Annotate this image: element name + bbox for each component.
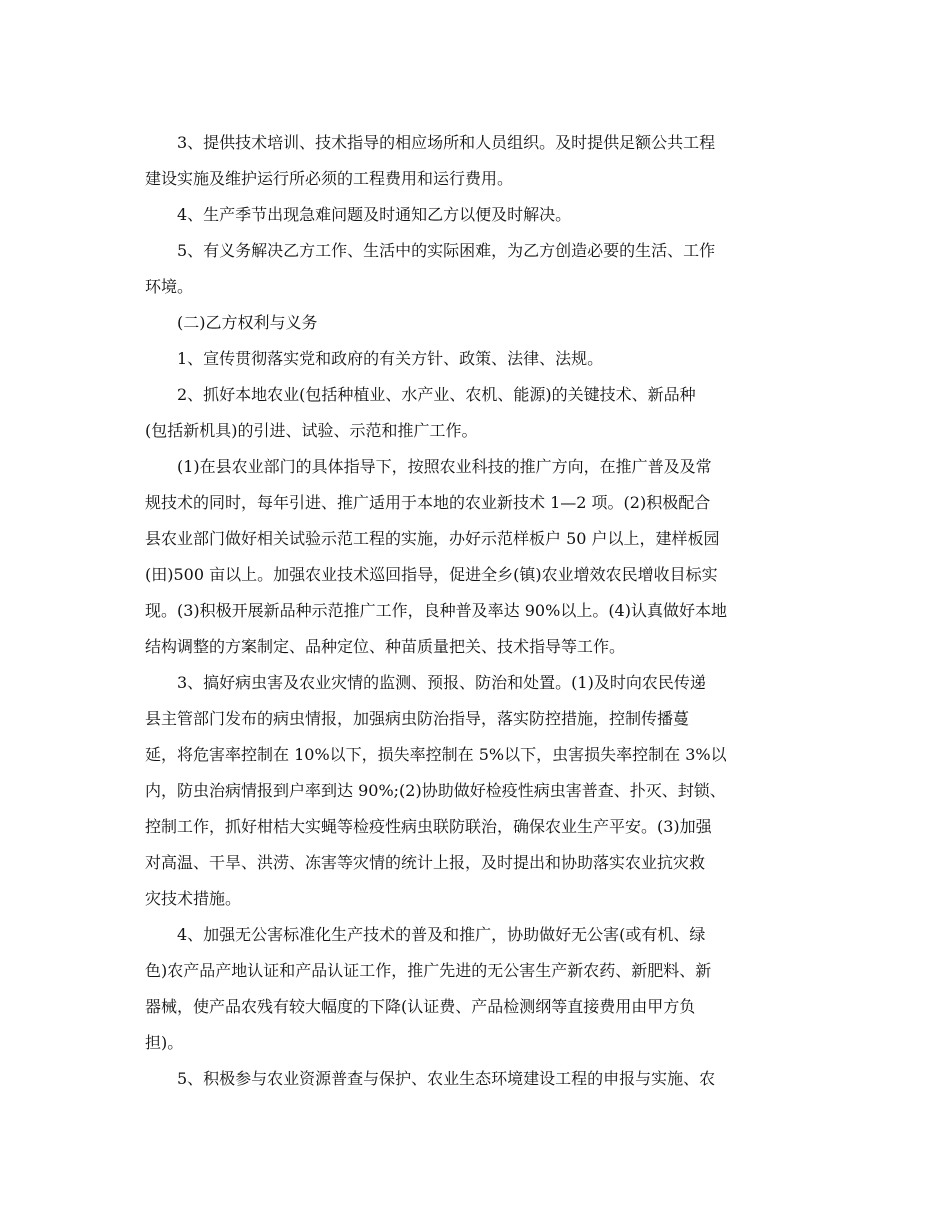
paragraph-b2-detail	[145, 449, 810, 665]
text-line: 延，将危害率控制在 10%以下，损失率控制在 5%以下，虫害损失率控制在 3%以	[145, 745, 727, 764]
paragraph-a3	[145, 125, 810, 197]
text-line: 结构调整的方案制定、品种定位、种苗质量把关、技术指导等工作。	[145, 637, 626, 656]
text-line: 4、生产季节出现急难问题及时通知乙方以便及时解决。	[177, 205, 572, 224]
text-line: 担)。	[145, 1033, 184, 1052]
text-line: 建设实施及维护运行所必须的工程费用和运行费用。	[145, 169, 514, 188]
text-line: 内，防虫治病情报到户率到达 90%;(2)协助做好检疫性病虫害普查、扑灭、封锁、	[145, 781, 726, 800]
text-line: (田)500 亩以上。加强农业技术巡回指导，促进全乡(镇)农业增效农民增收目标实	[145, 565, 718, 584]
document-page	[145, 125, 810, 1097]
text-line: 2、抓好本地农业(包括种植业、水产业、农机、能源)的关键技术、新品种	[177, 385, 696, 404]
text-line: 县农业部门做好相关试验示范工程的实施，办好示范样板户 50 户以上，建样板园	[145, 529, 720, 548]
paragraph-b5	[145, 1061, 810, 1097]
paragraph-a5	[145, 233, 810, 305]
text-line: 5、积极参与农业资源普查与保护、农业生态环境建设工程的申报与实施、农	[177, 1069, 716, 1088]
text-line: (包括新机具)的引进、试验、示范和推广工作。	[145, 421, 478, 440]
text-line: 现。(3)积极开展新品种示范推广工作，良种普及率达 90%以上。(4)认真做好本地	[145, 601, 727, 620]
text-line: 1、宣传贯彻落实党和政府的有关方针、政策、法律、法规。	[177, 349, 604, 368]
paragraph-b2	[145, 377, 810, 449]
paragraph-b3	[145, 665, 810, 917]
text-line: 灾技术措施。	[145, 889, 242, 908]
text-line: 色)农产品产地认证和产品认证工作，推广先进的无公害生产新农药、新肥料、新	[145, 961, 712, 980]
text-line: (1)在县农业部门的具体指导下，按照农业科技的推广方向，在推广普及及常	[177, 457, 712, 476]
text-line: 5、有义务解决乙方工作、生活中的实际困难，为乙方创造必要的生活、工作	[177, 241, 716, 260]
text-line: 3、搞好病虫害及农业灾情的监测、预报、防治和处置。(1)及时向农民传递	[177, 673, 706, 692]
text-line: 县主管部门发布的病虫情报，加强病虫防治指导，落实防控措施，控制传播蔓	[145, 709, 690, 728]
section-heading-b	[145, 305, 810, 341]
paragraph-b4	[145, 917, 810, 1061]
text-line: 4、加强无公害标准化生产技术的普及和推广，协助做好无公害(或有机、绿	[177, 925, 706, 944]
paragraph-b1	[145, 341, 810, 377]
paragraph-a4	[145, 197, 810, 233]
section-heading: (二)乙方权利与义务	[177, 313, 318, 332]
text-line: 控制工作，抓好柑桔大实蝇等检疫性病虫联防联治，确保农业生产平安。(3)加强	[145, 817, 712, 836]
text-line: 3、提供技术培训、技术指导的相应场所和人员组织。及时提供足额公共工程	[177, 133, 716, 152]
text-line: 器械，使产品农残有较大幅度的下降(认证费、产品检测纲等直接费用由甲方负	[145, 997, 696, 1016]
text-line: 环境。	[145, 277, 194, 296]
text-line: 规技术的同时，每年引进、推广适用于本地的农业新技术 1—2 项。(2)积极配合	[145, 493, 711, 512]
text-line: 对高温、干旱、洪涝、冻害等灾情的统计上报，及时提出和协助落实农业抗灾救	[145, 853, 706, 872]
